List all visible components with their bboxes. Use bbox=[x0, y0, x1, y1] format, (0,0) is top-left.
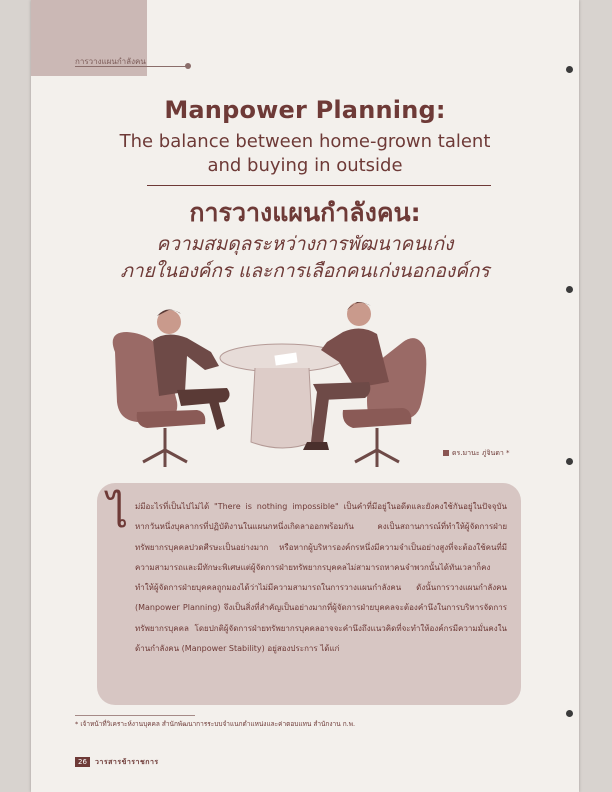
businessmen-meeting-illustration bbox=[107, 292, 437, 474]
binder-hole-icon bbox=[566, 66, 573, 73]
intro-text-box bbox=[97, 483, 521, 705]
author-byline bbox=[443, 448, 510, 459]
subtitle-thai-line1: ความสมดุลระหว่างการพัฒนาคนเก่ง bbox=[156, 233, 454, 255]
page-number: 26 bbox=[75, 757, 90, 767]
intro-paragraph: ม่มีอะไรที่เป็นไปไม่ได้ "There is nothing impossible" เป็นคำที่มีอยู่ในอดีตและยังคงใช้กันอยู่ในปัจจุบัน หากวันหนึ่งบุคลากรที่ปฏิบัติงานในแผนกหนึ่งเกิดลาออกพร้อมกัน คงเป็นสถานการณ์ที่ทำให้ผู้จัดการฝ่ายทรัพยากรบุคคลปวดศีรษะเป็นอย่างมาก หรือหากผู้บริหารองค์กรหนึ่งมีความจำเป็นอย่างสูงที่จะต้องใช้คนที่มีความสามารถและมีทักษะพิเศษแต่ผู้จัดการฝ่ายทรัพยากรบุคคลไม่สามารถหาคนจำพวกนั้นได้ทันเวลาก็คงทำให้ผู้จัดการฝ่ายบุคคลถูกมองได้ว่าไม่มีความสามารถในการวางแผนกำลังคน ดังนั้นการวางแผนกำลังคน (Manpower Planning) จึงเป็นสิ่งที่สำคัญเป็นอย่างมากที่ผู้จัดการฝ่ายบุคคลจะต้องคำนึงในการบริหารจัดการทรัพยากรบุคคล โดยปกติผู้จัดการฝ่ายทรัพยากรบุคคลอาจจะคำนึงถึงแนวคิดที่จะทำให้องค์กรมีความมั่นคงในด้านกำลังคน (Manpower Stability) อยู่สองประการ ได้แก่ bbox=[135, 502, 507, 654]
subtitle-thai-line2: ภายในองค์กร และการเลือกคนเก่งนอกองค์กร bbox=[120, 260, 490, 282]
title-thai: การวางแผนกำลังคน: bbox=[189, 198, 421, 227]
footnote: * เจ้าหน้าที่วิเคราะห์งานบุคคล สำนักพัฒนาการระบบจำแนกตำแหน่งและค่าตอบแทน สำนักงาน ก.พ. bbox=[75, 720, 356, 728]
title-english: Manpower Planning: bbox=[164, 96, 446, 124]
document-page bbox=[31, 0, 579, 792]
subtitle-english-line2: and buying in outside bbox=[207, 155, 403, 176]
author-name: ดร.มานะ ภู่จินดา * bbox=[452, 449, 510, 457]
binder-hole-icon bbox=[566, 458, 573, 465]
binder-hole-icon bbox=[566, 710, 573, 717]
binder-hole-icon bbox=[566, 286, 573, 293]
section-label: การวางแผนกำลังคน bbox=[75, 57, 146, 66]
drop-cap: ไ bbox=[107, 488, 129, 537]
journal-name: วารสารข้าราชการ bbox=[95, 758, 159, 766]
byline-square-icon bbox=[443, 450, 449, 456]
footnote-divider bbox=[75, 715, 195, 716]
subtitle-english-line1: The balance between home-grown talent bbox=[119, 131, 491, 152]
subtitle-english bbox=[31, 130, 579, 178]
title-divider bbox=[147, 185, 491, 186]
section-underline bbox=[75, 66, 187, 67]
subtitle-thai bbox=[31, 231, 579, 285]
section-dot bbox=[185, 63, 191, 69]
